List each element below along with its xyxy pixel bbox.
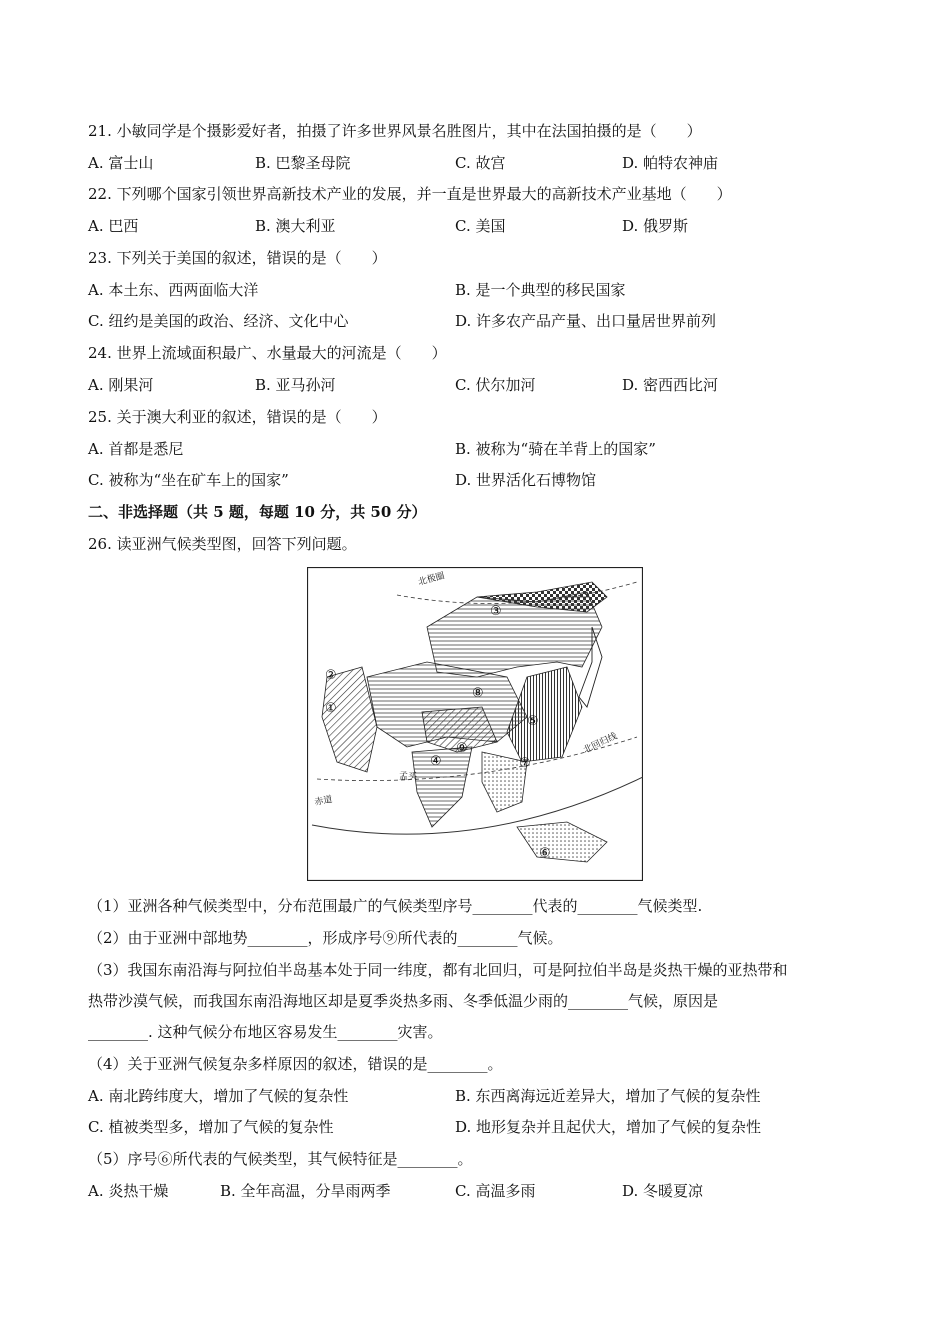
q24-stem: 24. 世界上流域面积最广、水量最大的河流是（ ） (88, 344, 447, 362)
map-num-8: ⑧ (472, 686, 484, 701)
q22-stem: 22. 下列哪个国家引领世界高新技术产业的发展，并一直是世界最大的高新技术产业基地（ ） (88, 185, 732, 203)
map-num-6: ⑥ (539, 846, 551, 861)
section-heading: 二、非选择题（共 5 题，每题 10 分，共 50 分） (88, 503, 427, 521)
q26-p4-option-c: C. 植被类型多，增加了气候的复杂性 (88, 1118, 334, 1136)
q25-stem: 25. 关于澳大利亚的叙述，错误的是（ ） (88, 408, 387, 426)
q26-part4: （4）关于亚洲气候复杂多样原因的叙述，错误的是________。 (88, 1055, 503, 1073)
q24-option-d: D. 密西西比河 (622, 376, 719, 394)
q26-part3-line1: （3）我国东南沿海与阿拉伯半岛基本处于同一纬度，都有北回归，可是阿拉伯半岛是炎热干燥的亚热带和 (88, 961, 788, 979)
map-num-3: ③ (490, 604, 502, 619)
label-equator: 赤道 (313, 794, 334, 808)
q21-option-a: A. 富士山 (88, 154, 154, 172)
q26-p5-option-d: D. 冬暖夏凉 (622, 1182, 704, 1200)
q22-option-b: B. 澳大利亚 (255, 217, 336, 235)
q21-option-d: D. 帕特农神庙 (622, 154, 719, 172)
q26-part3-line3: ________. 这种气候分布地区容易发生________灾害。 (88, 1023, 443, 1041)
label-mumbai: 孟买 (399, 772, 418, 782)
q26-stem: 26. 读亚洲气候类型图，回答下列问题。 (88, 535, 357, 553)
q26-p5-option-c: C. 高温多雨 (455, 1182, 536, 1200)
q21-option-b: B. 巴黎圣母院 (255, 154, 351, 172)
q25-option-a: A. 首都是悉尼 (88, 440, 184, 458)
q22-option-d: D. 俄罗斯 (622, 217, 689, 235)
q26-part5: （5）序号⑥所代表的气候类型，其气候特征是________。 (88, 1150, 473, 1168)
q25-option-c: C. 被称为“坐在矿车上的国家” (88, 471, 289, 489)
map-num-2: ② (325, 668, 337, 683)
q26-p5-option-a: A. 炎热干燥 (88, 1182, 169, 1200)
q23-option-b: B. 是一个典型的移民国家 (455, 281, 626, 299)
q26-part2: （2）由于亚洲中部地势________，形成序号⑨所代表的________气候。 (88, 929, 563, 947)
q23-option-d: D. 许多农产品产量、出口量居世界前列 (455, 312, 717, 330)
label-tropic: 北回归线 (582, 731, 619, 756)
q25-option-d: D. 世界活化石博物馆 (455, 471, 597, 489)
q26-p4-option-d: D. 地形复杂并且起伏大，增加了气候的复杂性 (455, 1118, 762, 1136)
q26-part1: （1）亚洲各种气候类型中，分布范围最广的气候类型序号________代表的________气候类型. (88, 897, 703, 915)
q25-option-b: B. 被称为“骑在羊背上的国家” (455, 440, 656, 458)
q26-p5-option-b: B. 全年高温，分旱雨两季 (220, 1182, 391, 1200)
q22-option-a: A. 巴西 (88, 217, 139, 235)
map-num-9: ⑨ (456, 741, 468, 756)
map-num-7: ⑦ (519, 756, 531, 771)
q21-stem: 21. 小敏同学是个摄影爱好者，拍摄了许多世界风景名胜图片，其中在法国拍摄的是（ ） (88, 122, 702, 140)
q24-option-b: B. 亚马孙河 (255, 376, 336, 394)
q26-p4-option-b: B. 东西离海远近差异大，增加了气候的复杂性 (455, 1087, 761, 1105)
asia-climate-map (307, 567, 643, 881)
q21-option-c: C. 故宫 (455, 154, 506, 172)
q26-p4-option-a: A. 南北跨纬度大，增加了气候的复杂性 (88, 1087, 349, 1105)
q23-option-a: A. 本土东、西两面临大洋 (88, 281, 259, 299)
map-num-4: ④ (430, 754, 442, 769)
map-num-5: ⑤ (527, 714, 539, 729)
q23-stem: 23. 下列关于美国的叙述，错误的是（ ） (88, 249, 387, 267)
map-num-1: ① (325, 701, 337, 716)
q24-option-c: C. 伏尔加河 (455, 376, 536, 394)
label-arctic: 北极圈 (417, 571, 446, 588)
q22-option-c: C. 美国 (455, 217, 506, 235)
q24-option-a: A. 刚果河 (88, 376, 154, 394)
q23-option-c: C. 纽约是美国的政治、经济、文化中心 (88, 312, 349, 330)
q26-part3-line2: 热带沙漠气候，而我国东南沿海地区却是夏季炎热多雨、冬季低温少雨的________气候，原因是 (88, 992, 719, 1010)
